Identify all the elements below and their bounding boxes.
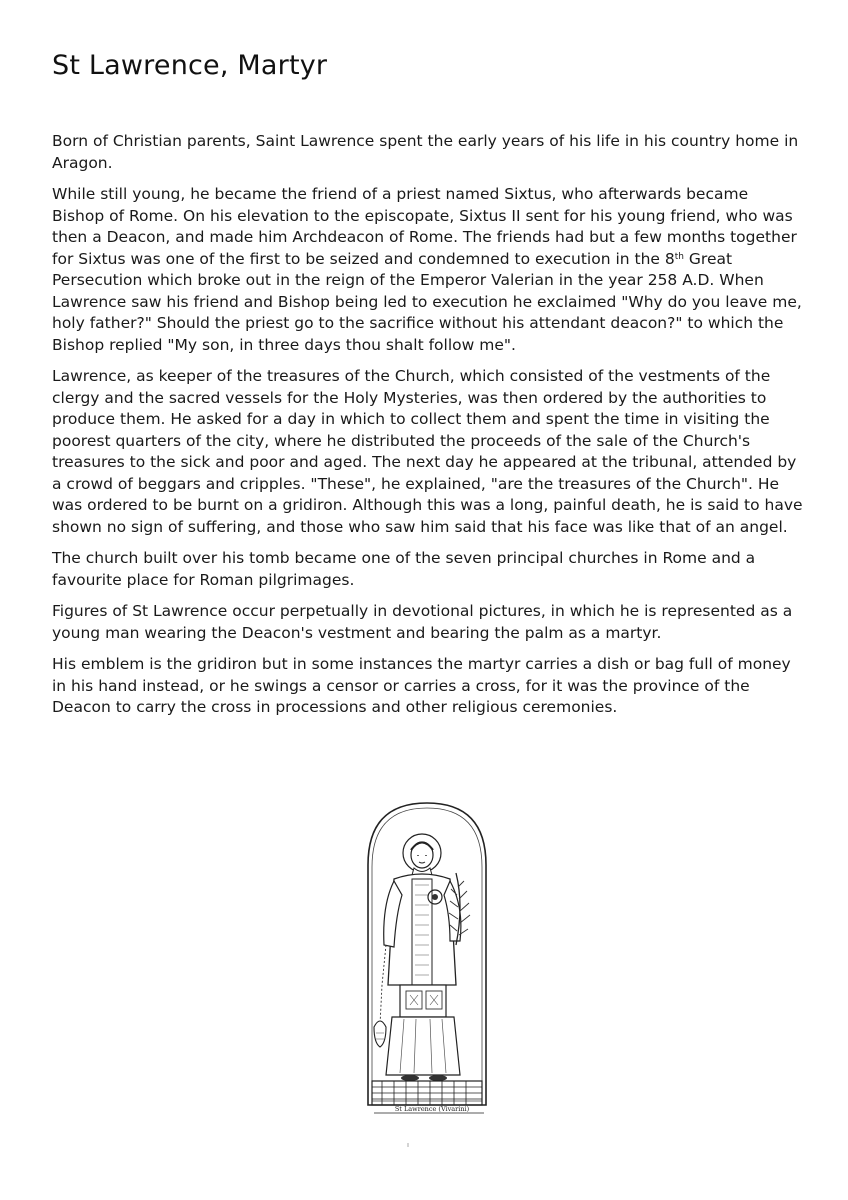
saint-illustration: [360, 795, 494, 1175]
paragraph-6: His emblem is the gridiron but in some instances the martyr carries a dish or bag full of money in his hand instead, or he swings a censor or carries a cross, for it was the province of the Deacon to carry the cross in processions and other religious ceremonies.: [52, 655, 791, 716]
paragraph-1: Born of Christian parents, Saint Lawrence spent the early years of his life in his country home in Aragon.: [52, 132, 799, 172]
ordinal-superscript: th: [674, 251, 684, 262]
paragraph-2: [52, 184, 804, 356]
paragraph-3: Lawrence, as keeper of the treasures of the Church, which consisted of the vestments of the clergy and the sacred vessels for the Holy Mysteries, was then ordered by the authorities to produce them. He asked for a day in which to collect them and spent the time in visiting the poorest quarters of the city, where he distributed the proceeds of the sale of the Church's treasures to the sick and poor and aged. The next day he appeared at the tribunal, attended by a crowd of beggars and cripples. "These", he explained, "are the treasures of the Church". He was ordered to be burnt on a gridiron. Although this was a long, painful death, he is said to have shown no sign of suffering, and those who saw him said that his face was like that of an angel.: [52, 367, 803, 536]
paragraph-2-text-a: While still young, he became the friend of a priest named Sixtus, who afterwards became Bishop of Rome. On his elevation to the episcopate, Sixtus II sent for his young friend, who was then a Deacon, and made him Archdeacon of Rome. The friends had but a few months together for Sixtus was one of the first to be seized and condemned to execution in the 8: [52, 185, 797, 268]
paragraph-4: The church built over his tomb became one of the seven principal churches in Rome and a favourite place for Roman pilgrimages.: [52, 549, 756, 589]
page-title: St Lawrence, Martyr: [52, 50, 328, 81]
article-body: [52, 131, 804, 729]
paragraph-5: Figures of St Lawrence occur perpetually in devotional pictures, in which he is represented as a young man wearing the Deacon's vestment and bearing the palm as a martyr.: [52, 602, 793, 642]
illustration-caption: St Lawrence (Vivarini): [394, 1105, 470, 1113]
saint-drawing: [360, 795, 494, 1175]
paragraph-2-text-b: Great Persecution which broke out in the reign of the Emperor Valerian in the year 258 A.D. When Lawrence saw his friend and Bishop being led to execution he exclaimed "Why do you leave me, holy father?" Should the priest go to the sacrifice without his attendant deacon?" to which the Bishop replied "My son, in three days thou shalt follow me".: [52, 249, 802, 354]
